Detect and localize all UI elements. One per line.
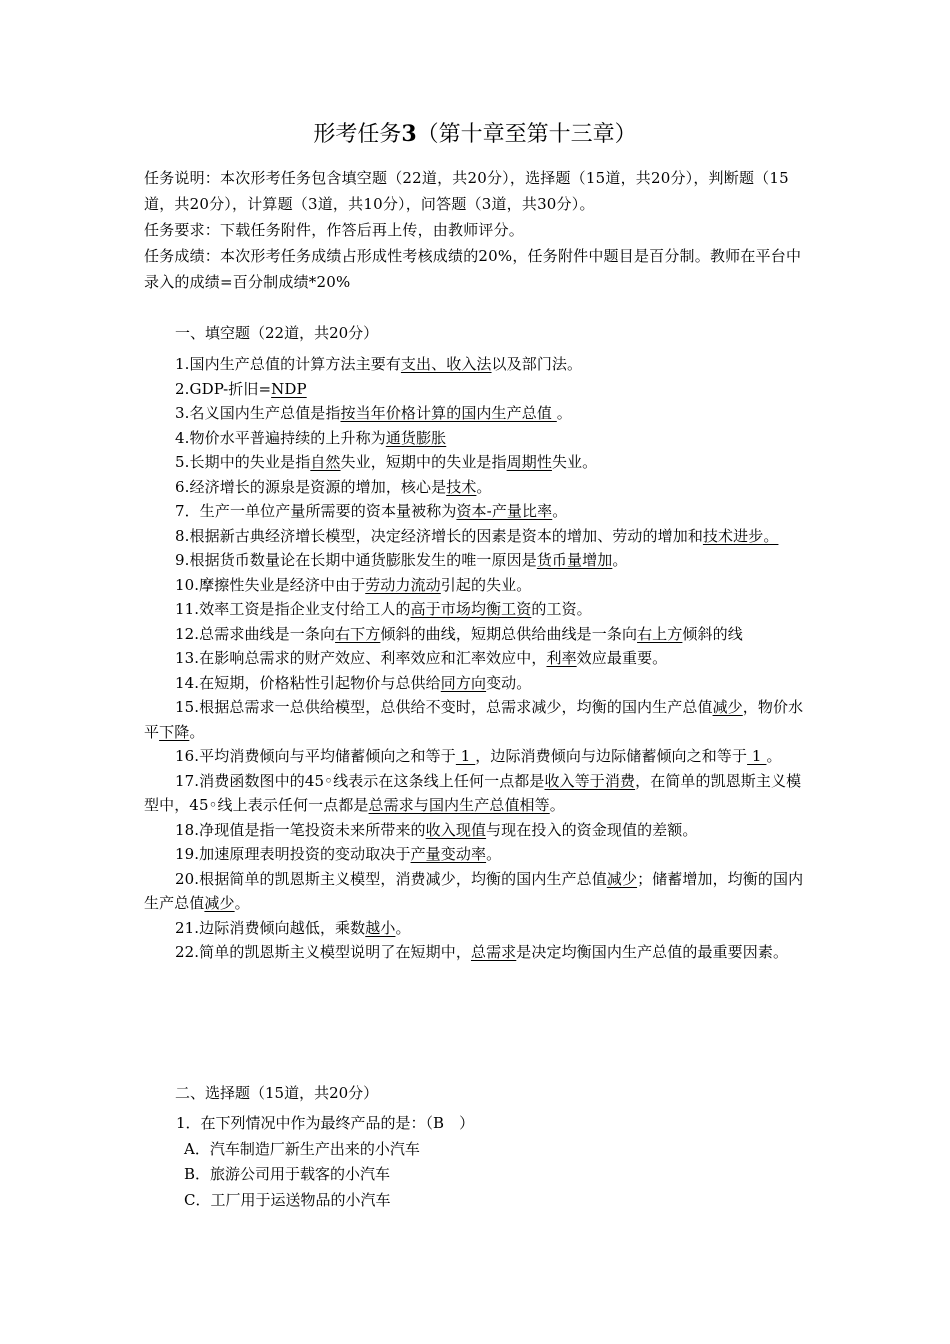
item-text: 14.在短期，价格粘性引起物价与总供给: [175, 673, 441, 692]
item-text: 失业，短期中的失业是指: [340, 453, 507, 471]
fill-blank-item: [144, 548, 808, 573]
item-text: 6.经济增长的源泉是资源的增加，核心是: [175, 477, 447, 496]
item-text: ，物价水平: [144, 698, 804, 741]
item-text: 。: [549, 796, 565, 814]
item-text: 。: [556, 404, 572, 422]
blank-answer: 周期性: [506, 453, 552, 471]
fill-blank-item: [144, 401, 808, 426]
item-text: 1.国内生产总值的计算方法主要有: [175, 355, 401, 373]
blank-answer: 技术: [446, 477, 477, 496]
blank-answer: 1: [455, 747, 476, 765]
blank-answer: 1: [747, 747, 767, 765]
item-text: 。: [189, 722, 205, 741]
fill-blank-item: [144, 695, 808, 744]
fill-blank-item: [144, 744, 808, 769]
option-a: A．汽车制造厂新生产出来的小汽车: [184, 1139, 420, 1158]
blank-answer: 按当年价格计算的国内生产总值: [340, 404, 557, 422]
blank-answer: 越小: [365, 918, 396, 937]
fill-blank-item: [144, 916, 808, 941]
fill-blank-item: [144, 622, 808, 647]
task-intro: [144, 165, 808, 295]
fill-blank-item: [144, 867, 808, 916]
item-text: 10.摩擦性失业是经济中由于: [175, 575, 366, 594]
choice-question-1: [176, 1111, 816, 1213]
item-text: 。: [552, 502, 568, 520]
item-text: 。: [395, 918, 411, 937]
item-text: 13.在影响总需求的财产效应、利率效应和汇率效应中，: [175, 649, 547, 667]
option-c: C．工厂用于运送物品的小汽车: [184, 1190, 391, 1209]
blank-answer: 技术进步。: [702, 526, 779, 545]
item-text: 19.加速原理表明投资的变动取决于: [175, 845, 411, 863]
item-text: 22.简单的凯恩斯主义模型说明了在短期中，: [175, 943, 471, 961]
blank-answer: 资本-产量比率: [456, 502, 553, 520]
fill-blank-item: [144, 842, 808, 867]
item-text: 。: [234, 894, 250, 912]
fill-blank-item: [144, 940, 808, 965]
item-text: 5.长期中的失业是指: [175, 453, 311, 471]
fill-blank-item: [144, 499, 808, 524]
item-text: 21.边际消费倾向越低，乘数: [175, 918, 366, 937]
title-number: 3: [401, 121, 417, 147]
section-choice-heading: 二、选择题（15道，共20分）: [175, 1084, 379, 1102]
task-score: 任务成绩：本次形考任务成绩占形成性考核成绩的20%，任务附件中题目是百分制。教师在平台中录入的成绩=百分制成绩*20%: [144, 247, 802, 291]
fill-blank-list: [144, 352, 808, 965]
fill-blank-item: [144, 450, 808, 475]
fill-blank-item: [144, 597, 808, 622]
option-b: B．旅游公司用于载客的小汽车: [184, 1165, 391, 1183]
item-text: 效应最重要。: [576, 649, 668, 667]
item-text: 倾斜的线: [682, 624, 743, 643]
item-text: ，边际消费倾向与边际储蓄倾向之和等于: [475, 747, 748, 765]
title-prefix: 形考任务: [313, 122, 402, 147]
title-suffix: （第十章至第十三章）: [416, 122, 637, 147]
item-text: ；储蓄增加，均衡的国内生产总值: [144, 869, 804, 912]
blank-answer: 产量变动率: [410, 845, 487, 863]
blank-answer: 下降: [159, 722, 190, 741]
blank-answer: 同方向: [440, 673, 487, 692]
item-text: 倾斜的曲线，短期总供给曲线是一条向: [380, 624, 638, 643]
blank-answer: 减少: [606, 869, 638, 888]
blank-answer: 货币量增加: [536, 551, 613, 569]
item-text: 12.总需求曲线是一条向: [175, 624, 336, 643]
blank-answer: 支出、收入法: [400, 355, 492, 373]
blank-answer: 收入现值: [425, 820, 487, 839]
item-text: 16.平均消费倾向与平均储蓄倾向之和等于: [175, 747, 456, 765]
fill-blank-item: [144, 818, 808, 843]
item-text: 15.根据总需求一总供给模型，总供给不变时，总需求减少，均衡的国内生产总值: [175, 698, 713, 716]
task-description: 任务说明：本次形考任务包含填空题（22道，共20分），选择题（15道，共20分），判断题（15道，共20分），计算题（3道，共10分），问答题（3道，共30分）。: [144, 169, 789, 213]
item-text: 8.根据新古典经济增长模型，决定经济增长的因素是资本的增加、劳动的增加和: [175, 526, 703, 545]
blank-answer: 总需求与国内生产总值相等: [368, 796, 550, 814]
item-text: 20.根据简单的凯恩斯主义模型，消费减少，均衡的国内生产总值: [175, 869, 607, 888]
fill-blank-item: [144, 352, 808, 377]
item-text: 。: [612, 551, 628, 569]
item-text: 9.根据货币数量论在长期中通货膨胀发生的唯一原因是: [175, 551, 537, 569]
blank-answer: 总需求: [470, 943, 517, 961]
item-text: 2.GDP-折旧=: [175, 379, 272, 398]
blank-answer: 减少: [712, 698, 743, 716]
blank-answer: 右上方: [637, 624, 683, 643]
fill-blank-item: [144, 671, 808, 696]
fill-blank-item: [144, 769, 808, 818]
fill-blank-item: [144, 524, 808, 549]
item-text: 引起的失业。: [440, 575, 532, 594]
page-title: [0, 118, 950, 151]
fill-blank-item: [144, 646, 808, 671]
item-text: 是决定均衡国内生产总值的最重要因素。: [516, 943, 789, 961]
item-text: 与现在投入的资金现值的差额。: [486, 820, 698, 839]
blank-answer: 减少: [204, 894, 235, 912]
item-text: 18.净现值是指一笔投资未来所带来的: [175, 820, 426, 839]
item-text: 失业。: [551, 453, 598, 471]
blank-answer: NDP: [271, 379, 307, 398]
fill-blank-item: [144, 475, 808, 500]
fill-blank-item: [144, 377, 808, 402]
item-text: 的工资。: [531, 600, 592, 618]
item-text: ，在简单的凯恩斯主义模型中，45◦线上表示任何一点都是: [144, 771, 802, 814]
item-text: 变动。: [486, 673, 532, 692]
question-text: 1．在下列情况中作为最终产品的是：（B ）: [176, 1114, 475, 1132]
blank-answer: 收入等于消费: [544, 771, 636, 790]
blank-answer: 利率: [546, 649, 577, 667]
section-fill-blank-heading: 一、填空题（22道，共20分）: [175, 324, 379, 342]
fill-blank-item: [144, 426, 808, 451]
blank-answer: 右下方: [335, 624, 381, 643]
fill-blank-item: [144, 573, 808, 598]
blank-answer: 通货膨胀: [385, 428, 447, 447]
item-text: 。: [486, 845, 502, 863]
item-text: 3.名义国内生产总值是指: [175, 404, 341, 422]
item-text: 17.消费函数图中的45◦线表示在这条线上任何一点都是: [175, 771, 545, 790]
item-text: 以及部门法。: [491, 355, 583, 373]
blank-answer: 自然: [310, 453, 341, 471]
task-requirement: 任务要求：下载任务附件，作答后再上传，由教师评分。: [144, 221, 525, 239]
item-text: 。: [766, 747, 782, 765]
item-text: 7．生产一单位产量所需要的资本量被称为: [175, 502, 457, 520]
item-text: 4.物价水平普遍持续的上升称为: [175, 428, 386, 447]
item-text: 11.效率工资是指企业支付给工人的: [175, 600, 411, 618]
blank-answer: 高于市场均衡工资: [410, 600, 532, 618]
blank-answer: 劳动力流动: [365, 575, 441, 594]
item-text: 。: [476, 477, 492, 496]
